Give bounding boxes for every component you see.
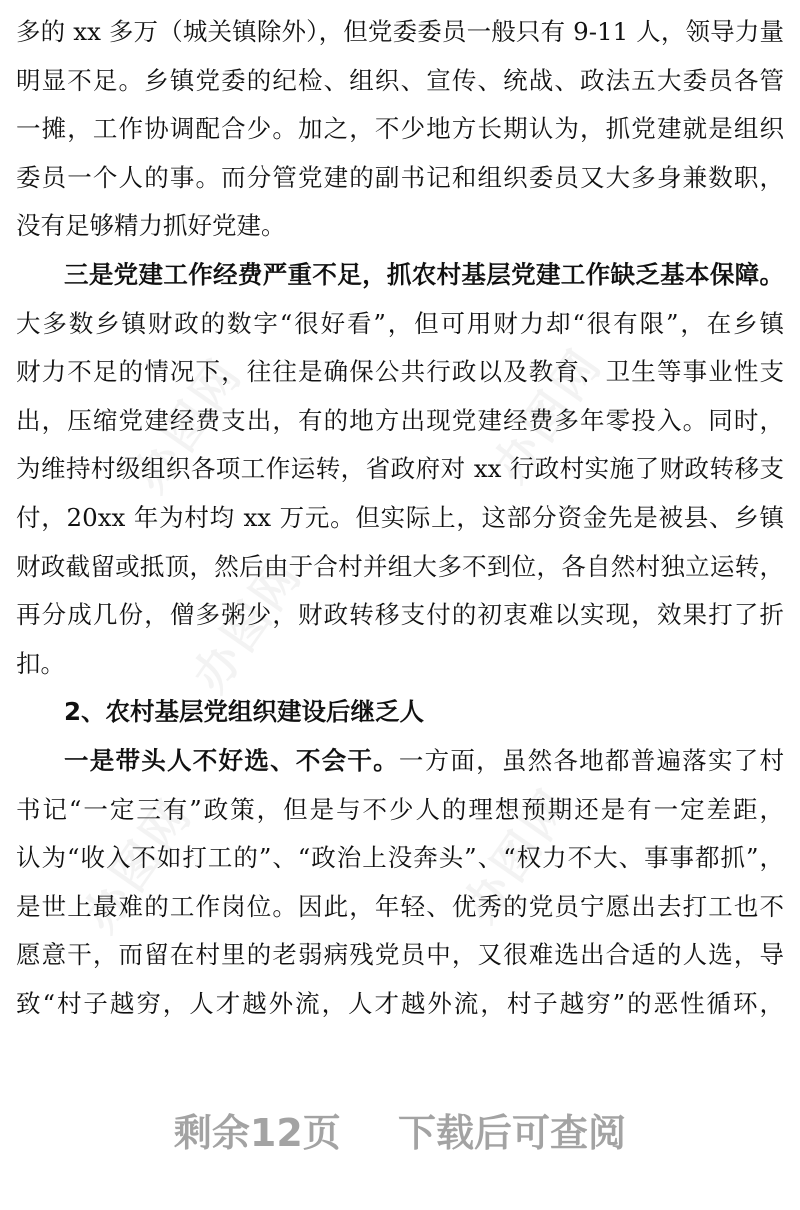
text-line: 大多数乡镇财政的数字“很好看”，但可用财力却“很有限”，在乡镇	[16, 308, 784, 338]
text-line	[64, 741, 784, 781]
text-line: 付，20xx 年为村均 xx 万元。但实际上，这部分资金先是被县、乡镇	[16, 503, 784, 532]
watermark: 办图网	[182, 547, 313, 702]
watermark: 办图网	[72, 787, 203, 942]
text-line: 三是党建工作经费严重不足，抓农村基层党建工作缺乏基本保障。	[64, 260, 784, 289]
text-line: 财政截留或抵顶，然后由于合村并组大多不到位，各自然村独立运转，	[16, 551, 784, 581]
text-line: 没有足够精力抓好党建。	[16, 211, 286, 241]
text-line: 为维持村级组织各项工作运转，省政府对 xx 行政村实施了财政转移支	[16, 454, 784, 484]
bold-lead: 一是带头人不好选、不会干。	[64, 746, 399, 775]
watermark: 办图网	[482, 337, 613, 492]
text-line: 再分成几份，僧多粥少，财政转移支付的初衷难以实现，效果打了折	[16, 600, 784, 630]
watermark: 办图网	[452, 777, 583, 932]
text-line: 出，压缩党建经费支出，有的地方出现党建经费多年零投入。同时，	[16, 405, 784, 435]
remaining-pages-label: 剩余12页	[173, 1111, 341, 1155]
section-heading: 2、农村基层党组织建设后继乏人	[64, 697, 425, 727]
download-prompt-label: 下载后可查阅	[398, 1111, 627, 1155]
text-line: 认为“收入不如打工的”、“政治上没奔头”、“权力不大、事事都抓”，	[16, 843, 784, 873]
text-line: 愿意干，而留在村里的老弱病残党员中，又很难选出合适的人选，导	[16, 940, 784, 970]
text-line: 一摊，工作协调配合少。加之，不少地方长期认为，抓党建就是组织	[16, 114, 784, 144]
line-text: 一方面，虽然各地都普遍落实了村	[398, 746, 785, 775]
text-line: 是世上最难的工作岗位。因此，年轻、优秀的党员宁愿出去打工也不	[16, 891, 784, 921]
watermark: 办图网	[122, 347, 253, 502]
text-line: 财力不足的情况下，往往是确保公共行政以及教育、卫生等事业性支	[16, 357, 784, 387]
text-line: 委员一个人的事。而分管党建的副书记和组织委员又大多身兼数职，	[16, 162, 784, 192]
text-line: 多的 xx 多万（城关镇除外），但党委委员一般只有 9-11 人，领导力量	[16, 17, 784, 46]
download-to-read-banner[interactable]	[0, 1108, 800, 1158]
text-line: 扣。	[16, 648, 65, 678]
text-line: 致“村子越穷，人才越外流，人才越外流，村子越穷”的恶性循环，	[16, 989, 784, 1018]
text-line: 书记“一定三有”政策，但是与不少人的理想预期还是有一定差距，	[16, 794, 784, 824]
text-line: 明显不足。乡镇党委的纪检、组织、宣传、统战、政法五大委员各管	[16, 65, 784, 95]
